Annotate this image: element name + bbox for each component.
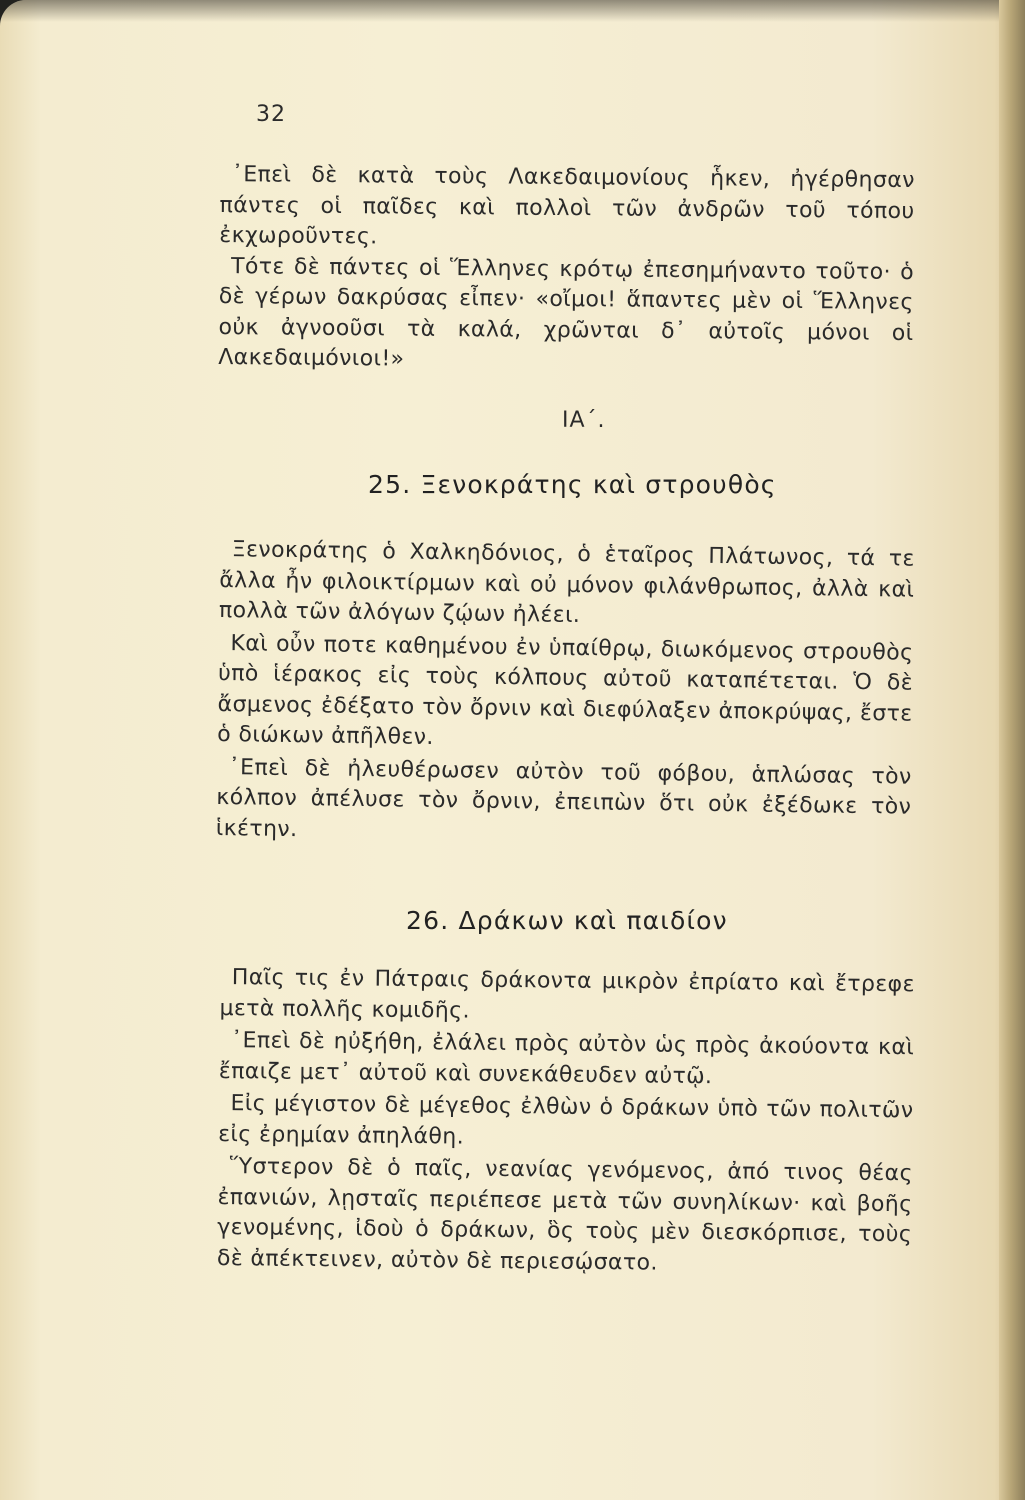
paragraph: ᾿Επεὶ δὲ κατὰ τοὺς Λακεδαιμονίους ἧκεν, ἠγέρθησαν πάντες οἱ παῖδες καὶ πολλοὶ τῶν ἀνδρῶν τοῦ τόπου ἐκχωροῦντες.: [219, 162, 915, 250]
fable-25-title: 25. Ξενοκράτης καὶ στρουθὸς: [368, 470, 777, 499]
paragraph: Παῖς τις ἐν Πάτραις δράκοντα μικρὸν ἐπρίατο καὶ ἔτρεφε μετὰ πολλῆς κομιδῆς.: [219, 965, 915, 1024]
book-spine: [999, 0, 1025, 1500]
paragraph: Ὕστερον δὲ ὁ παῖς, νεανίας γενόμενος, ἀπό τινος θέας ἐπανιών, λῃσταῖς περιέπεσε μετὰ τῶν συνηλίκων· καὶ βοῆς γενομένης, ἰδοὺ ὁ δράκων, ὃς τοὺς μὲν διεσκόρπισε, τοὺς δὲ ἀπέκτεινεν, αὐτὸν δὲ περιεσῴσατο.: [216, 1154, 913, 1276]
paragraph: ᾿Επεὶ δὲ ἠλευθέρωσεν αὐτὸν τοῦ φόβου, ἁπλώσας τὸν κόλπον ἀπέλυσε τὸν ὄρνιν, ἐπειπὼν ὅτι οὐκ ἐξέδωκε τὸν ἱκέτην.: [215, 754, 912, 842]
fable-26-text: [217, 963, 915, 1281]
paragraph: Ξενοκράτης ὁ Χαλκηδόνιος, ὁ ἑταῖρος Πλάτωνος, τά τε ἄλλα ἦν φιλοικτίρμων καὶ οὐ μόνον φιλάνθρωπος, ἀλλὰ καὶ πολλὰ τῶν ἀλόγων ζῴων ἠλέει.: [218, 537, 915, 629]
fable-26-title: 26. Δράκων καὶ παιδίον: [406, 906, 728, 935]
intro-text: [218, 160, 915, 380]
page-number: 32: [256, 102, 286, 127]
paragraph: Καὶ οὖν ποτε καθημένου ἐν ὑπαίθρῳ, διωκόμενος στρουθὸς ὑπὸ ἱέρακος εἰς τοὺς κόλπους αὐτοῦ καταπέτεται. Ὁ δὲ ἄσμενος ἐδέξατο τὸν ὄρνιν καὶ διεφύλαξεν ἀποκρύψας, ἔστε ὁ διώκων ἀπῆλθεν.: [217, 630, 914, 751]
paragraph: ᾿Επεὶ δὲ ηὐξήθη, ἐλάλει πρὸς αὐτὸν ὡς πρὸς ἀκούοντα καὶ ἔπαιζε μετ᾿ αὐτοῦ καὶ συνεκάθευδεν αὐτῷ.: [218, 1028, 915, 1089]
section-mark: ΙΑ΄.: [562, 408, 606, 433]
paragraph: Εἰς μέγιστον δὲ μέγεθος ἐλθὼν ὁ δράκων ὑπὸ τῶν πολιτῶν εἰς ἐρημίαν ἀπηλάθη.: [218, 1091, 914, 1150]
fable-25-text: [216, 535, 915, 854]
paragraph: Τότε δὲ πάντες οἱ Ἕλληνες κρότῳ ἐπεσημήναντο τοῦτο· ὁ δὲ γέρων δακρύσας εἶπεν· «οἴμοι! ἅπαντες μὲν οἱ Ἕλληνες οὐκ ἀγνοοῦσι τὰ καλά, χρῶνται δ᾿ αὐτοῖς μόνοι οἱ Λακεδαιμόνιοι!»: [218, 253, 915, 372]
